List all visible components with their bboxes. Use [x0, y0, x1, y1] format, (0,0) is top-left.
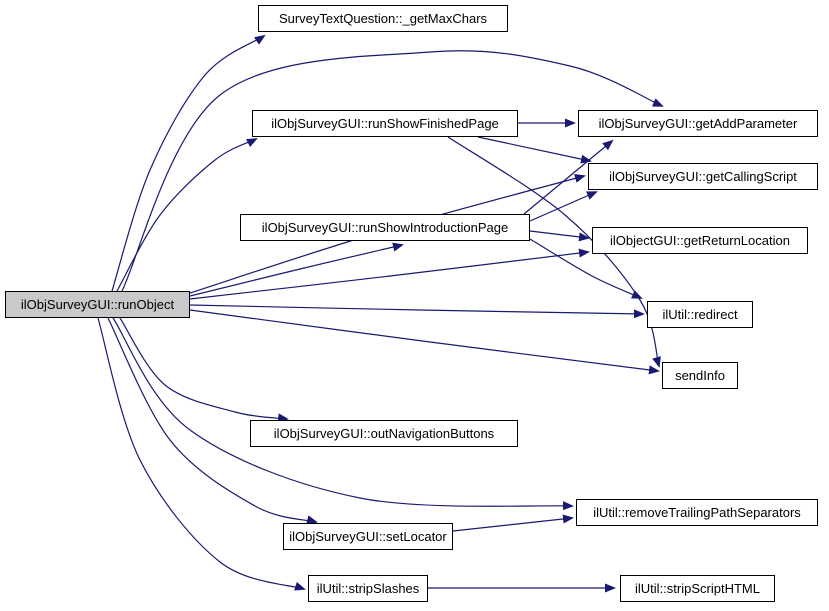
graph-node-outNavigationButtons[interactable] — [250, 420, 518, 447]
edge-runObject-outNavigationButtons — [120, 318, 287, 419]
edge-runObject-runShowFinishedPage — [117, 139, 256, 291]
graph-node-label: ilObjectGUI::getReturnLocation — [610, 233, 790, 248]
edge-runObject-redirect — [190, 305, 643, 314]
graph-node-getAddParameter[interactable] — [578, 110, 818, 137]
edge-runObject-removeTrailingPathSeparators — [113, 318, 572, 506]
edge-runObject-runShowIntroductionPage — [190, 245, 402, 296]
graph-node-label: ilObjSurveyGUI::getAddParameter — [598, 116, 798, 131]
graph-node-label: ilUtil::removeTrailingPathSeparators — [593, 505, 801, 520]
graph-node-sendInfo[interactable] — [662, 362, 738, 389]
graph-node-label: SurveyTextQuestion::_getMaxChars — [278, 11, 488, 26]
graph-node-runShowIntroductionPage[interactable] — [240, 214, 530, 241]
graph-node-runObject — [5, 291, 190, 318]
graph-node-setLocator[interactable] — [283, 523, 453, 550]
graph-node-label: ilUtil::stripScriptHTML — [635, 581, 760, 596]
graph-node-removeTrailingPathSeparators[interactable] — [576, 499, 818, 526]
graph-node-label: sendInfo — [675, 368, 725, 383]
graph-node-label: ilObjSurveyGUI::getCallingScript — [609, 169, 797, 184]
edge-runShowFinishedPage-getCallingScript — [478, 137, 590, 161]
edge-runObject-getMaxChars — [112, 36, 264, 291]
edge-runObject-sendInfo — [190, 310, 658, 371]
graph-node-label: ilObjSurveyGUI::setLocator — [289, 529, 447, 544]
graph-node-redirect[interactable] — [647, 301, 753, 328]
graph-node-label: ilUtil::redirect — [662, 307, 738, 322]
edge-runObject-stripSlashes — [98, 318, 304, 589]
graph-node-runShowFinishedPage[interactable] — [252, 110, 518, 137]
graph-node-label: ilObjSurveyGUI::runObject — [20, 297, 175, 312]
graph-node-label: ilUtil::stripSlashes — [316, 581, 420, 596]
edge-setLocator-removeTrailingPathSeparators — [453, 518, 572, 531]
graph-node-label: ilObjSurveyGUI::runShowFinishedPage — [271, 116, 499, 131]
graph-node-label: ilObjSurveyGUI::runShowIntroductionPage — [261, 220, 509, 235]
edge-runShowIntroductionPage-getReturnLocation — [530, 231, 588, 238]
graph-node-getReturnLocation[interactable] — [592, 227, 808, 254]
graph-node-stripScriptHTML[interactable] — [620, 575, 775, 602]
graph-node-getCallingScript[interactable] — [588, 163, 818, 190]
graph-node-stripSlashes[interactable] — [308, 575, 428, 602]
graph-node-label: ilObjSurveyGUI::outNavigationButtons — [273, 426, 495, 441]
edge-runObject-getReturnLocation — [190, 252, 588, 299]
graph-node-getMaxChars[interactable] — [258, 5, 508, 32]
edge-runObject-getAddParameter — [122, 51, 662, 291]
